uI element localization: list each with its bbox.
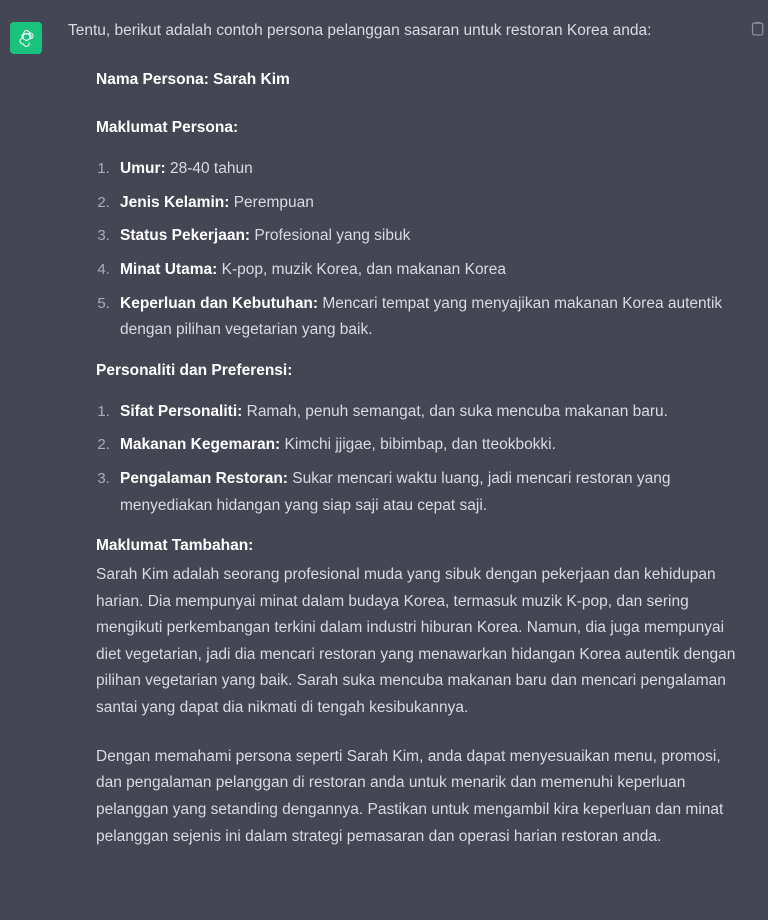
list-item <box>114 257 738 284</box>
list-item-text: Perempuan <box>229 193 314 211</box>
section-title-persona-info: Maklumat Persona: <box>96 119 239 137</box>
intro-paragraph: Tentu, berikut adalah contoh persona pelanggan sasaran untuk restoran Korea anda: <box>68 22 652 39</box>
list-item <box>114 466 738 519</box>
list-item-text: Sukar mencari waktu luang, jadi mencari restoran yang menyediakan hidangan yang siap saji atau cepat saji. <box>120 469 671 514</box>
list-item-label: Status Pekerjaan: <box>120 227 251 245</box>
list-item-text: K-pop, muzik Korea, dan makanan Korea <box>217 260 506 278</box>
list-item-text: Ramah, penuh semangat, dan suka mencuba makanan baru. <box>242 402 668 420</box>
list-item-label: Pengalaman Restoran: <box>120 469 288 487</box>
list-item-text: Mencari tempat yang menyajikan makanan Korea autentik dengan pilihan vegetarian yang baik. <box>120 294 723 339</box>
list-item <box>114 291 738 344</box>
clipboard-copy-icon[interactable] <box>750 20 768 40</box>
list-item-label: Makanan Kegemaran: <box>120 436 281 454</box>
list-item-label: Sifat Personaliti: <box>120 402 243 420</box>
list-item <box>114 156 738 183</box>
list-item <box>114 223 738 250</box>
persona-name-heading: Nama Persona: Sarah Kim <box>96 70 290 88</box>
openai-logo-icon <box>10 22 42 54</box>
list-item <box>114 399 738 426</box>
persona-info-list <box>68 156 738 344</box>
list-item-text: Kimchi jjigae, bibimbap, dan tteokbokki. <box>280 436 556 454</box>
list-item-text: Profesional yang sibuk <box>250 227 411 245</box>
personality-list <box>68 399 738 520</box>
list-item-text: 28-40 tahun <box>165 159 253 177</box>
additional-info-paragraph-2: Dengan memahami persona seperti Sarah Kim, anda dapat menyesuaikan menu, promosi, dan pengalaman pelanggan di restoran anda untuk menarik dan memenuhi keperluan pelanggan yang setanding dengannya. Pastikan untuk mengambil kira keperluan dan minat pelanggan sejenis ini dalam strategi pemasaran dan operasi harian restoran anda. <box>96 747 724 845</box>
message-content <box>42 18 768 872</box>
list-item-label: Umur: <box>120 159 166 177</box>
list-item <box>114 190 738 217</box>
list-item <box>114 432 738 459</box>
section-title-additional-info: Maklumat Tambahan: <box>96 537 254 555</box>
list-item-label: Minat Utama: <box>120 260 218 278</box>
section-title-personality: Personaliti dan Preferensi: <box>96 361 293 379</box>
additional-info-block <box>96 533 738 850</box>
list-item-label: Keperluan dan Kebutuhan: <box>120 294 319 312</box>
additional-info-paragraph-1: Sarah Kim adalah seorang profesional muda yang sibuk dengan pekerjaan dan kehidupan harian. Dia mempunyai minat dalam budaya Korea, termasuk muzik K-pop, dan sering mengikuti perkembangan terkini dalam industri hiburan Korea. Namun, dia juga mempunyai diet vegetarian, jadi dia mencari restoran yang menawarkan hidangan Korea autentik dengan pilihan vegetarian yang baik. Sarah suka mencuba makanan baru dan mencari pengalaman santai yang dapat dia nikmati di tengah kesibukannya. <box>96 565 736 717</box>
list-item-label: Jenis Kelamin: <box>120 193 230 211</box>
